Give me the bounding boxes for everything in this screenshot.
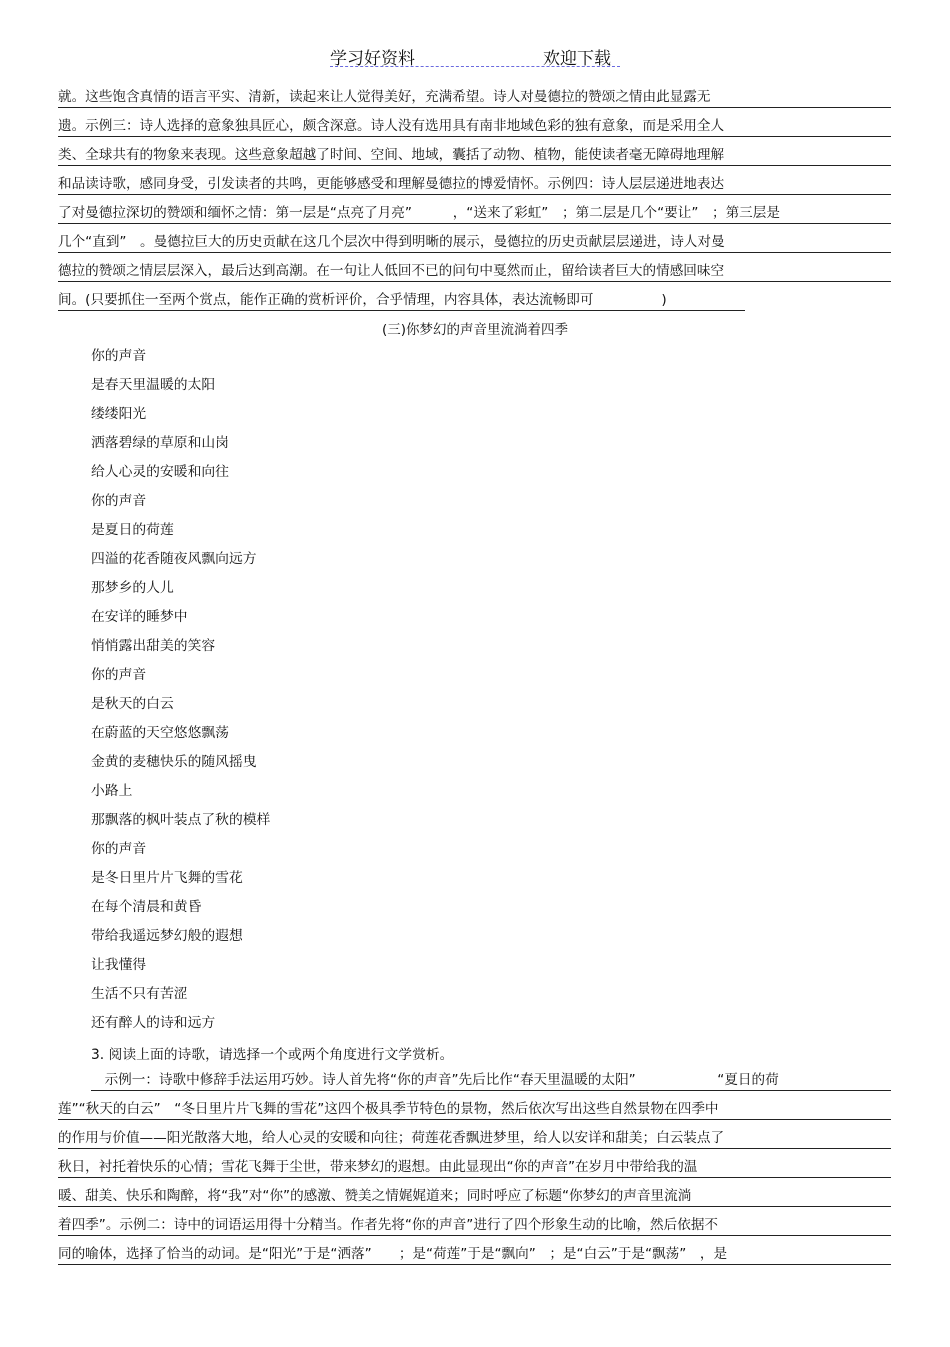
poem-line: 金黄的麦穗快乐的随风摇曳 bbox=[91, 754, 257, 770]
answer-line: 同的喻体，选择了恰当的动词。是“阳光”于是“洒落” ；是“荷莲”于是“飘向” ；是“白云”于是“飘荡” ，是 bbox=[58, 1244, 891, 1265]
poem-line: 给人心灵的安暖和向往 bbox=[91, 464, 229, 480]
poem-line: 在安详的睡梦中 bbox=[91, 609, 188, 625]
poem-line: 带给我遥远梦幻般的遐想 bbox=[91, 928, 243, 944]
poem-line: 在每个清晨和黄昏 bbox=[91, 899, 202, 915]
poem-line: 洒落碧绿的草原和山岗 bbox=[91, 435, 229, 451]
answer-line: 了对曼德拉深切的赞颂和缅怀之情：第一层是“点亮了月亮” ，“送来了彩虹” ；第二层是几个“要让” ；第三层是 bbox=[58, 203, 891, 224]
poem-line: 你的声音 bbox=[91, 667, 147, 683]
section-title: (三)你梦幻的声音里流淌着四季 bbox=[381, 322, 569, 338]
page-header bbox=[0, 40, 950, 70]
answer-line: 间。(只要抓住一至两个赏点，能作正确的赏析评价，合乎情理，内容具体，表达流畅即可 ) bbox=[58, 290, 745, 311]
poem-line: 缕缕阳光 bbox=[91, 406, 147, 422]
poem-line: 你的声音 bbox=[91, 348, 147, 364]
answer-line: 暖、甜美、快乐和陶醉，将“我”对“你”的感激、赞美之情娓娓道来；同时呼应了标题“你梦幻的声音里流淌 bbox=[58, 1186, 891, 1207]
header-underline bbox=[330, 66, 620, 67]
poem-line: 是夏日的荷莲 bbox=[91, 522, 174, 538]
poem-line: 还有醉人的诗和远方 bbox=[91, 1015, 216, 1031]
header-right-text: 欢迎下载 bbox=[543, 49, 611, 69]
poem-line: 是春天里温暖的太阳 bbox=[91, 377, 216, 393]
poem-line: 让我懂得 bbox=[91, 957, 147, 973]
answer-line: 就。这些饱含真情的语言平实、清新，读起来让人觉得美好，充满希望。诗人对曼德拉的赞颂之情由此显露无 bbox=[58, 87, 891, 108]
question-3: 3. 阅读上面的诗歌，请选择一个或两个角度进行文学赏析。 bbox=[91, 1047, 454, 1063]
poem-line: 你的声音 bbox=[91, 841, 147, 857]
answer-line: 示例一：诗歌中修辞手法运用巧妙。诗人首先将“你的声音”先后比作“春天里温暖的太阳” “夏日的荷 bbox=[91, 1070, 891, 1091]
poem-line: 生活不只有苦涩 bbox=[91, 986, 188, 1002]
poem-line: 小路上 bbox=[91, 783, 133, 799]
poem-line: 是冬日里片片飞舞的雪花 bbox=[91, 870, 243, 886]
poem-line: 你的声音 bbox=[91, 493, 147, 509]
answer-line: 德拉的赞颂之情层层深入，最后达到高潮。在一句让人低回不已的问句中戛然而止，留给读者巨大的情感回味空 bbox=[58, 261, 891, 282]
answer-line: 秋日，衬托着快乐的心情；雪花飞舞于尘世，带来梦幻的遐想。由此显现出“你的声音”在岁月中带给我的温 bbox=[58, 1157, 891, 1178]
answer-line: 遗。示例三：诗人选择的意象独具匠心，颇含深意。诗人没有选用具有南非地域色彩的独有意象，而是采用全人 bbox=[58, 116, 891, 137]
poem-line: 在蔚蓝的天空悠悠飘荡 bbox=[91, 725, 229, 741]
header-left-text: 学习好资料 bbox=[330, 49, 415, 69]
poem-line: 四溢的花香随夜风飘向远方 bbox=[91, 551, 257, 567]
poem-line: 是秋天的白云 bbox=[91, 696, 174, 712]
poem-line: 悄悄露出甜美的笑容 bbox=[91, 638, 216, 654]
answer-line: 和品读诗歌，感同身受，引发读者的共鸣，更能够感受和理解曼德拉的博爱情怀。示例四：诗人层层递进地表达 bbox=[58, 174, 891, 195]
poem-line: 那梦乡的人儿 bbox=[91, 580, 174, 596]
answer-line: 莲”“秋天的白云” “冬日里片片飞舞的雪花”这四个极具季节特色的景物，然后依次写出这些自然景物在四季中 bbox=[58, 1099, 891, 1120]
answer-line: 类、全球共有的物象来表现。这些意象超越了时间、空间、地域，囊括了动物、植物，能使读者毫无障碍地理解 bbox=[58, 145, 891, 166]
answer-line: 着四季”。示例二：诗中的词语运用得十分精当。作者先将“你的声音”进行了四个形象生动的比喻，然后依据不 bbox=[58, 1215, 891, 1236]
answer-line: 的作用与价值——阳光散落大地，给人心灵的安暖和向往；荷莲花香飘进梦里，给人以安详和甜美；白云装点了 bbox=[58, 1128, 891, 1149]
answer-line: 几个“直到” 。曼德拉巨大的历史贡献在这几个层次中得到明晰的展示，曼德拉的历史贡献层层递进，诗人对曼 bbox=[58, 232, 891, 253]
poem-line: 那飘落的枫叶装点了秋的模样 bbox=[91, 812, 271, 828]
